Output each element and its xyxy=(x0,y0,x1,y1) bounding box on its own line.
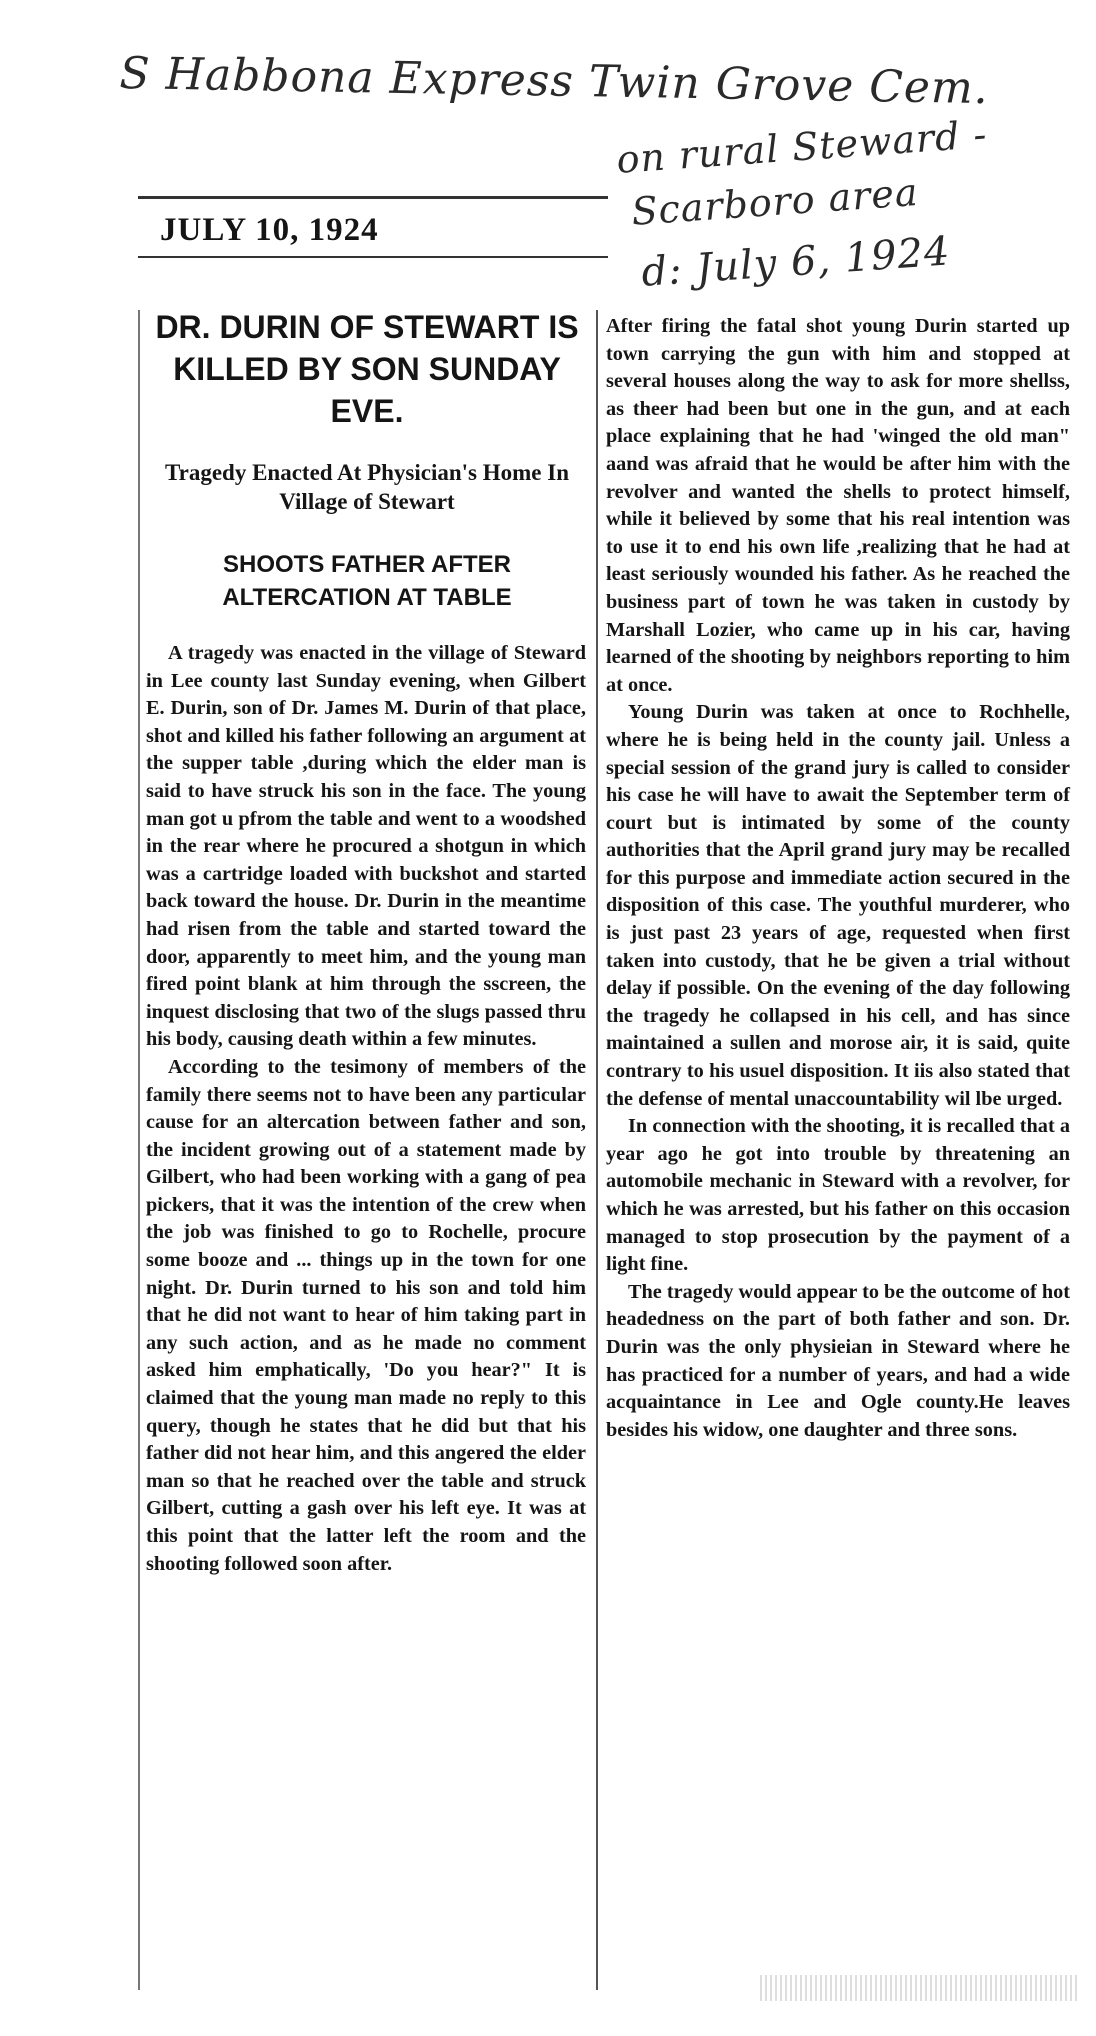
print-smudge xyxy=(760,1975,1080,2001)
handwritten-note-location: on rural Steward - xyxy=(615,112,989,182)
article-right-column xyxy=(606,313,1070,1444)
paragraph: A tragedy was enacted in the village of Steward in Lee county last Sunday evening, when Gilbert E. Durin, son of Dr. James M. Durin of that place, shot and killed his father following an argument at the supper table ,during which the elder man is said to have struck his son in the face. The young man got u pfrom the table and went to a woodshed in the rear where he procured a shotgun in which was a cartridge loaded with buckshot and started back toward the house. Dr. Durin in the meantime had risen from the table and started toward the door, apparently to meet him, and the young man fired point blank at him through the sscreen, the inquest disclosing that two of the slugs passed thru his body, causing death within a few minutes. xyxy=(146,642,586,1051)
article-subheadline: Tragedy Enacted At Physician's Home In Village of Stewart xyxy=(164,460,569,514)
paragraph: The tragedy would appear to be the outcome of hot headedness on the part of both father and son. Dr. Durin was the only physieian in Steward where he has practiced for a number of years, and had a wide acquaintance in Lee and Ogle county.He leaves besides his widow, one daughter and three sons. xyxy=(606,1280,1070,1441)
paragraph: Young Durin was taken at once to Rochhelle, where he is being held in the county jail. Unless a special session of the grand jury is called to consider his case he will have to await the September term of court but is intimated by some of the county authorities that the April grand jury may be recalled for this purpose and immediate action secured in the disposition of this case. The youthful murderer, who is just past 23 years of age, requested when first taken into custody, that he be given a trial without delay if possible. On the evening of the day following the tragedy he collapsed in his cell, and has since maintained a sullen and morose air, it is said, quite contrary to his usuel disposition. It iis also stated that the defense of mental unaccountability wil lbe urged. xyxy=(606,701,1070,1110)
top-rule xyxy=(138,196,608,199)
article-left-column xyxy=(146,640,586,1578)
handwritten-note-area: Scarboro area xyxy=(630,169,920,234)
paragraph: According to the tesimony of members of the family there seems not to have been any particular cause for an altercation between father and son, the incident growing out of a statement made by Gilbert, who had been working with a gang of pea pickers, that it was the intention of the crew when the job was finished to go to Rochelle, procure some booze and ... things up in the town for one night. Dr. Durin turned to his son and told him that he did not want to hear of him taking part in any such action, and as he made no comment asked him emphatically, 'Do you hear?" It is claimed that the young man made no reply to this query, though he states that he did but that his father did not hear him, and this angered the elder man so that he reached over the table and struck Gilbert, cutting a gash over his left eye. It was at this point that the latter left the room and the shooting followed soon after. xyxy=(146,1055,586,1575)
column-divider xyxy=(596,310,598,1990)
article-section-heading: SHOOTS FATHER AFTER ALTERCATION AT TABLE xyxy=(222,551,512,611)
handwritten-note-source: S Habbona Express Twin Grove Cem. xyxy=(119,48,990,115)
paragraph: After firing the fatal shot young Durin started up town carrying the gun with him and stopped at several houses along the way to ask for more shellss, as theer had been but one in the gun, and at each place explaining that he had 'winged the old man" aand was afraid that he would be after him with the revolver and wanted the shells to protect himself, while it believed by some that his real intention was to use it to end his own life ,realizing that he had at least seriously wounded his father. As he reached the business part of town he was taken in custody by Marshall Lozier, who came up in his car, having learned of the shooting by neighbors reporting to him at once. xyxy=(606,315,1070,696)
paragraph: In connection with the shooting, it is recalled that a year ago he got into trouble by threatening an automobile mechanic in Steward with a revolver, for which he was arrested, but his father on this occasion managed to stop prosecution by the payment of a light fine. xyxy=(606,1115,1070,1276)
article-headline: DR. DURIN OF STEWART IS KILLED BY SON SUNDAY EVE. xyxy=(155,309,579,429)
date-rule xyxy=(138,256,608,258)
article-date: JULY 10, 1924 xyxy=(160,212,379,248)
handwritten-note-death-date: d: July 6, 1924 xyxy=(640,228,952,296)
